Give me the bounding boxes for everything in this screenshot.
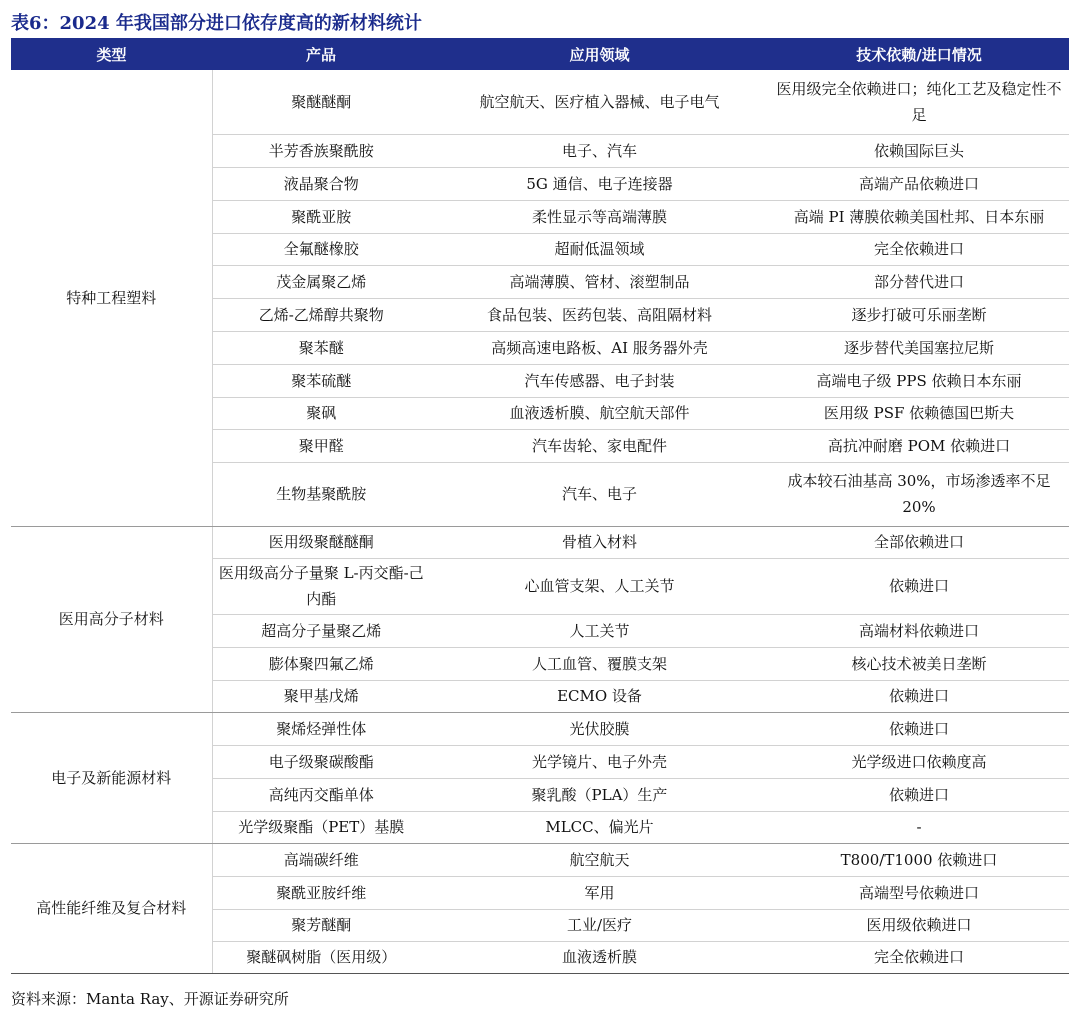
application-cell: 5G 通信、电子连接器 bbox=[430, 167, 769, 200]
header-product: 产品 bbox=[212, 38, 430, 70]
source-note: 资料来源：Manta Ray、开源证券研究所 bbox=[11, 990, 289, 1008]
application-cell: 柔性显示等高端薄膜 bbox=[430, 200, 769, 233]
product-cell: 电子级聚碳酸酯 bbox=[212, 745, 430, 778]
application-cell: 工业/医疗 bbox=[430, 909, 769, 941]
status-cell: 逐步替代美国塞拉尼斯 bbox=[769, 331, 1069, 364]
product-cell: 高纯丙交酯单体 bbox=[212, 778, 430, 811]
status-cell: 医用级 PSF 依赖德国巴斯夫 bbox=[769, 397, 1069, 429]
product-cell: 医用级聚醚醚酮 bbox=[212, 526, 430, 558]
table-row bbox=[11, 70, 1069, 134]
application-cell: 高频高速电路板、AI 服务器外壳 bbox=[430, 331, 769, 364]
application-cell: 血液透析膜 bbox=[430, 941, 769, 973]
application-cell: 食品包装、医药包装、高阻隔材料 bbox=[430, 298, 769, 331]
header-type: 类型 bbox=[11, 38, 212, 70]
status-cell: 完全依赖进口 bbox=[769, 941, 1069, 973]
status-cell: 逐步打破可乐丽垄断 bbox=[769, 298, 1069, 331]
product-cell: 聚苯醚 bbox=[212, 331, 430, 364]
application-cell: 光伏胶膜 bbox=[430, 712, 769, 745]
status-cell: 全部依赖进口 bbox=[769, 526, 1069, 558]
application-cell: 电子、汽车 bbox=[430, 134, 769, 167]
table-title: 表6：2024 年我国部分进口依存度高的新材料统计 bbox=[11, 13, 422, 34]
product-cell: 全氟醚橡胶 bbox=[212, 233, 430, 265]
status-cell: 依赖进口 bbox=[769, 558, 1069, 614]
table-row bbox=[11, 843, 1069, 876]
status-cell: 高端产品依赖进口 bbox=[769, 167, 1069, 200]
product-cell: 膨体聚四氟乙烯 bbox=[212, 647, 430, 680]
application-cell: 血液透析膜、航空航天部件 bbox=[430, 397, 769, 429]
table-header-row bbox=[11, 38, 1069, 70]
category-cell: 特种工程塑料 bbox=[11, 70, 212, 526]
category-cell: 高性能纤维及复合材料 bbox=[11, 843, 212, 973]
header-status: 技术依赖/进口情况 bbox=[769, 38, 1069, 70]
product-cell: 超高分子量聚乙烯 bbox=[212, 614, 430, 647]
status-cell: 依赖进口 bbox=[769, 778, 1069, 811]
table-row bbox=[11, 712, 1069, 745]
status-cell: 部分替代进口 bbox=[769, 265, 1069, 298]
product-cell: 聚醚醚酮 bbox=[212, 70, 430, 134]
product-cell: 半芳香族聚酰胺 bbox=[212, 134, 430, 167]
application-cell: 聚乳酸（PLA）生产 bbox=[430, 778, 769, 811]
product-cell: 聚烯烃弹性体 bbox=[212, 712, 430, 745]
status-cell: 高抗冲耐磨 POM 依赖进口 bbox=[769, 429, 1069, 462]
application-cell: 汽车、电子 bbox=[430, 462, 769, 526]
status-cell: 医用级完全依赖进口；纯化工艺及稳定性不足 bbox=[769, 70, 1069, 134]
status-cell: 成本较石油基高 30%，市场渗透率不足 20% bbox=[769, 462, 1069, 526]
product-cell: 聚醚砜树脂（医用级） bbox=[212, 941, 430, 973]
application-cell: ECMO 设备 bbox=[430, 680, 769, 712]
product-cell: 乙烯-乙烯醇共聚物 bbox=[212, 298, 430, 331]
application-cell: MLCC、偏光片 bbox=[430, 811, 769, 843]
status-cell: 高端电子级 PPS 依赖日本东丽 bbox=[769, 364, 1069, 397]
product-cell: 高端碳纤维 bbox=[212, 843, 430, 876]
application-cell: 人工血管、覆膜支架 bbox=[430, 647, 769, 680]
product-cell: 液晶聚合物 bbox=[212, 167, 430, 200]
header-application: 应用领域 bbox=[430, 38, 769, 70]
table-row bbox=[11, 526, 1069, 558]
table-body bbox=[11, 70, 1069, 973]
application-cell: 人工关节 bbox=[430, 614, 769, 647]
status-cell: 完全依赖进口 bbox=[769, 233, 1069, 265]
status-cell: 核心技术被美日垄断 bbox=[769, 647, 1069, 680]
category-cell: 电子及新能源材料 bbox=[11, 712, 212, 843]
application-cell: 军用 bbox=[430, 876, 769, 909]
product-cell: 光学级聚酯（PET）基膜 bbox=[212, 811, 430, 843]
application-cell: 航空航天 bbox=[430, 843, 769, 876]
status-cell: T800/T1000 依赖进口 bbox=[769, 843, 1069, 876]
application-cell: 超耐低温领域 bbox=[430, 233, 769, 265]
product-cell: 聚芳醚酮 bbox=[212, 909, 430, 941]
status-cell: 依赖国际巨头 bbox=[769, 134, 1069, 167]
status-cell: 高端材料依赖进口 bbox=[769, 614, 1069, 647]
product-cell: 聚砜 bbox=[212, 397, 430, 429]
application-cell: 航空航天、医疗植入器械、电子电气 bbox=[430, 70, 769, 134]
application-cell: 光学镜片、电子外壳 bbox=[430, 745, 769, 778]
product-cell: 医用级高分子量聚 L-丙交酯-己内酯 bbox=[212, 558, 430, 614]
product-cell: 聚甲基戊烯 bbox=[212, 680, 430, 712]
product-cell: 聚酰亚胺纤维 bbox=[212, 876, 430, 909]
application-cell: 高端薄膜、管材、滚塑制品 bbox=[430, 265, 769, 298]
product-cell: 茂金属聚乙烯 bbox=[212, 265, 430, 298]
status-cell: 依赖进口 bbox=[769, 680, 1069, 712]
materials-table bbox=[11, 38, 1069, 974]
status-cell: 高端 PI 薄膜依赖美国杜邦、日本东丽 bbox=[769, 200, 1069, 233]
application-cell: 心血管支架、人工关节 bbox=[430, 558, 769, 614]
category-cell: 医用高分子材料 bbox=[11, 526, 212, 712]
application-cell: 汽车齿轮、家电配件 bbox=[430, 429, 769, 462]
product-cell: 聚酰亚胺 bbox=[212, 200, 430, 233]
product-cell: 生物基聚酰胺 bbox=[212, 462, 430, 526]
status-cell: 医用级依赖进口 bbox=[769, 909, 1069, 941]
status-cell: 高端型号依赖进口 bbox=[769, 876, 1069, 909]
status-cell: 依赖进口 bbox=[769, 712, 1069, 745]
application-cell: 汽车传感器、电子封装 bbox=[430, 364, 769, 397]
status-cell: 光学级进口依赖度高 bbox=[769, 745, 1069, 778]
status-cell: - bbox=[769, 811, 1069, 843]
product-cell: 聚甲醛 bbox=[212, 429, 430, 462]
application-cell: 骨植入材料 bbox=[430, 526, 769, 558]
product-cell: 聚苯硫醚 bbox=[212, 364, 430, 397]
